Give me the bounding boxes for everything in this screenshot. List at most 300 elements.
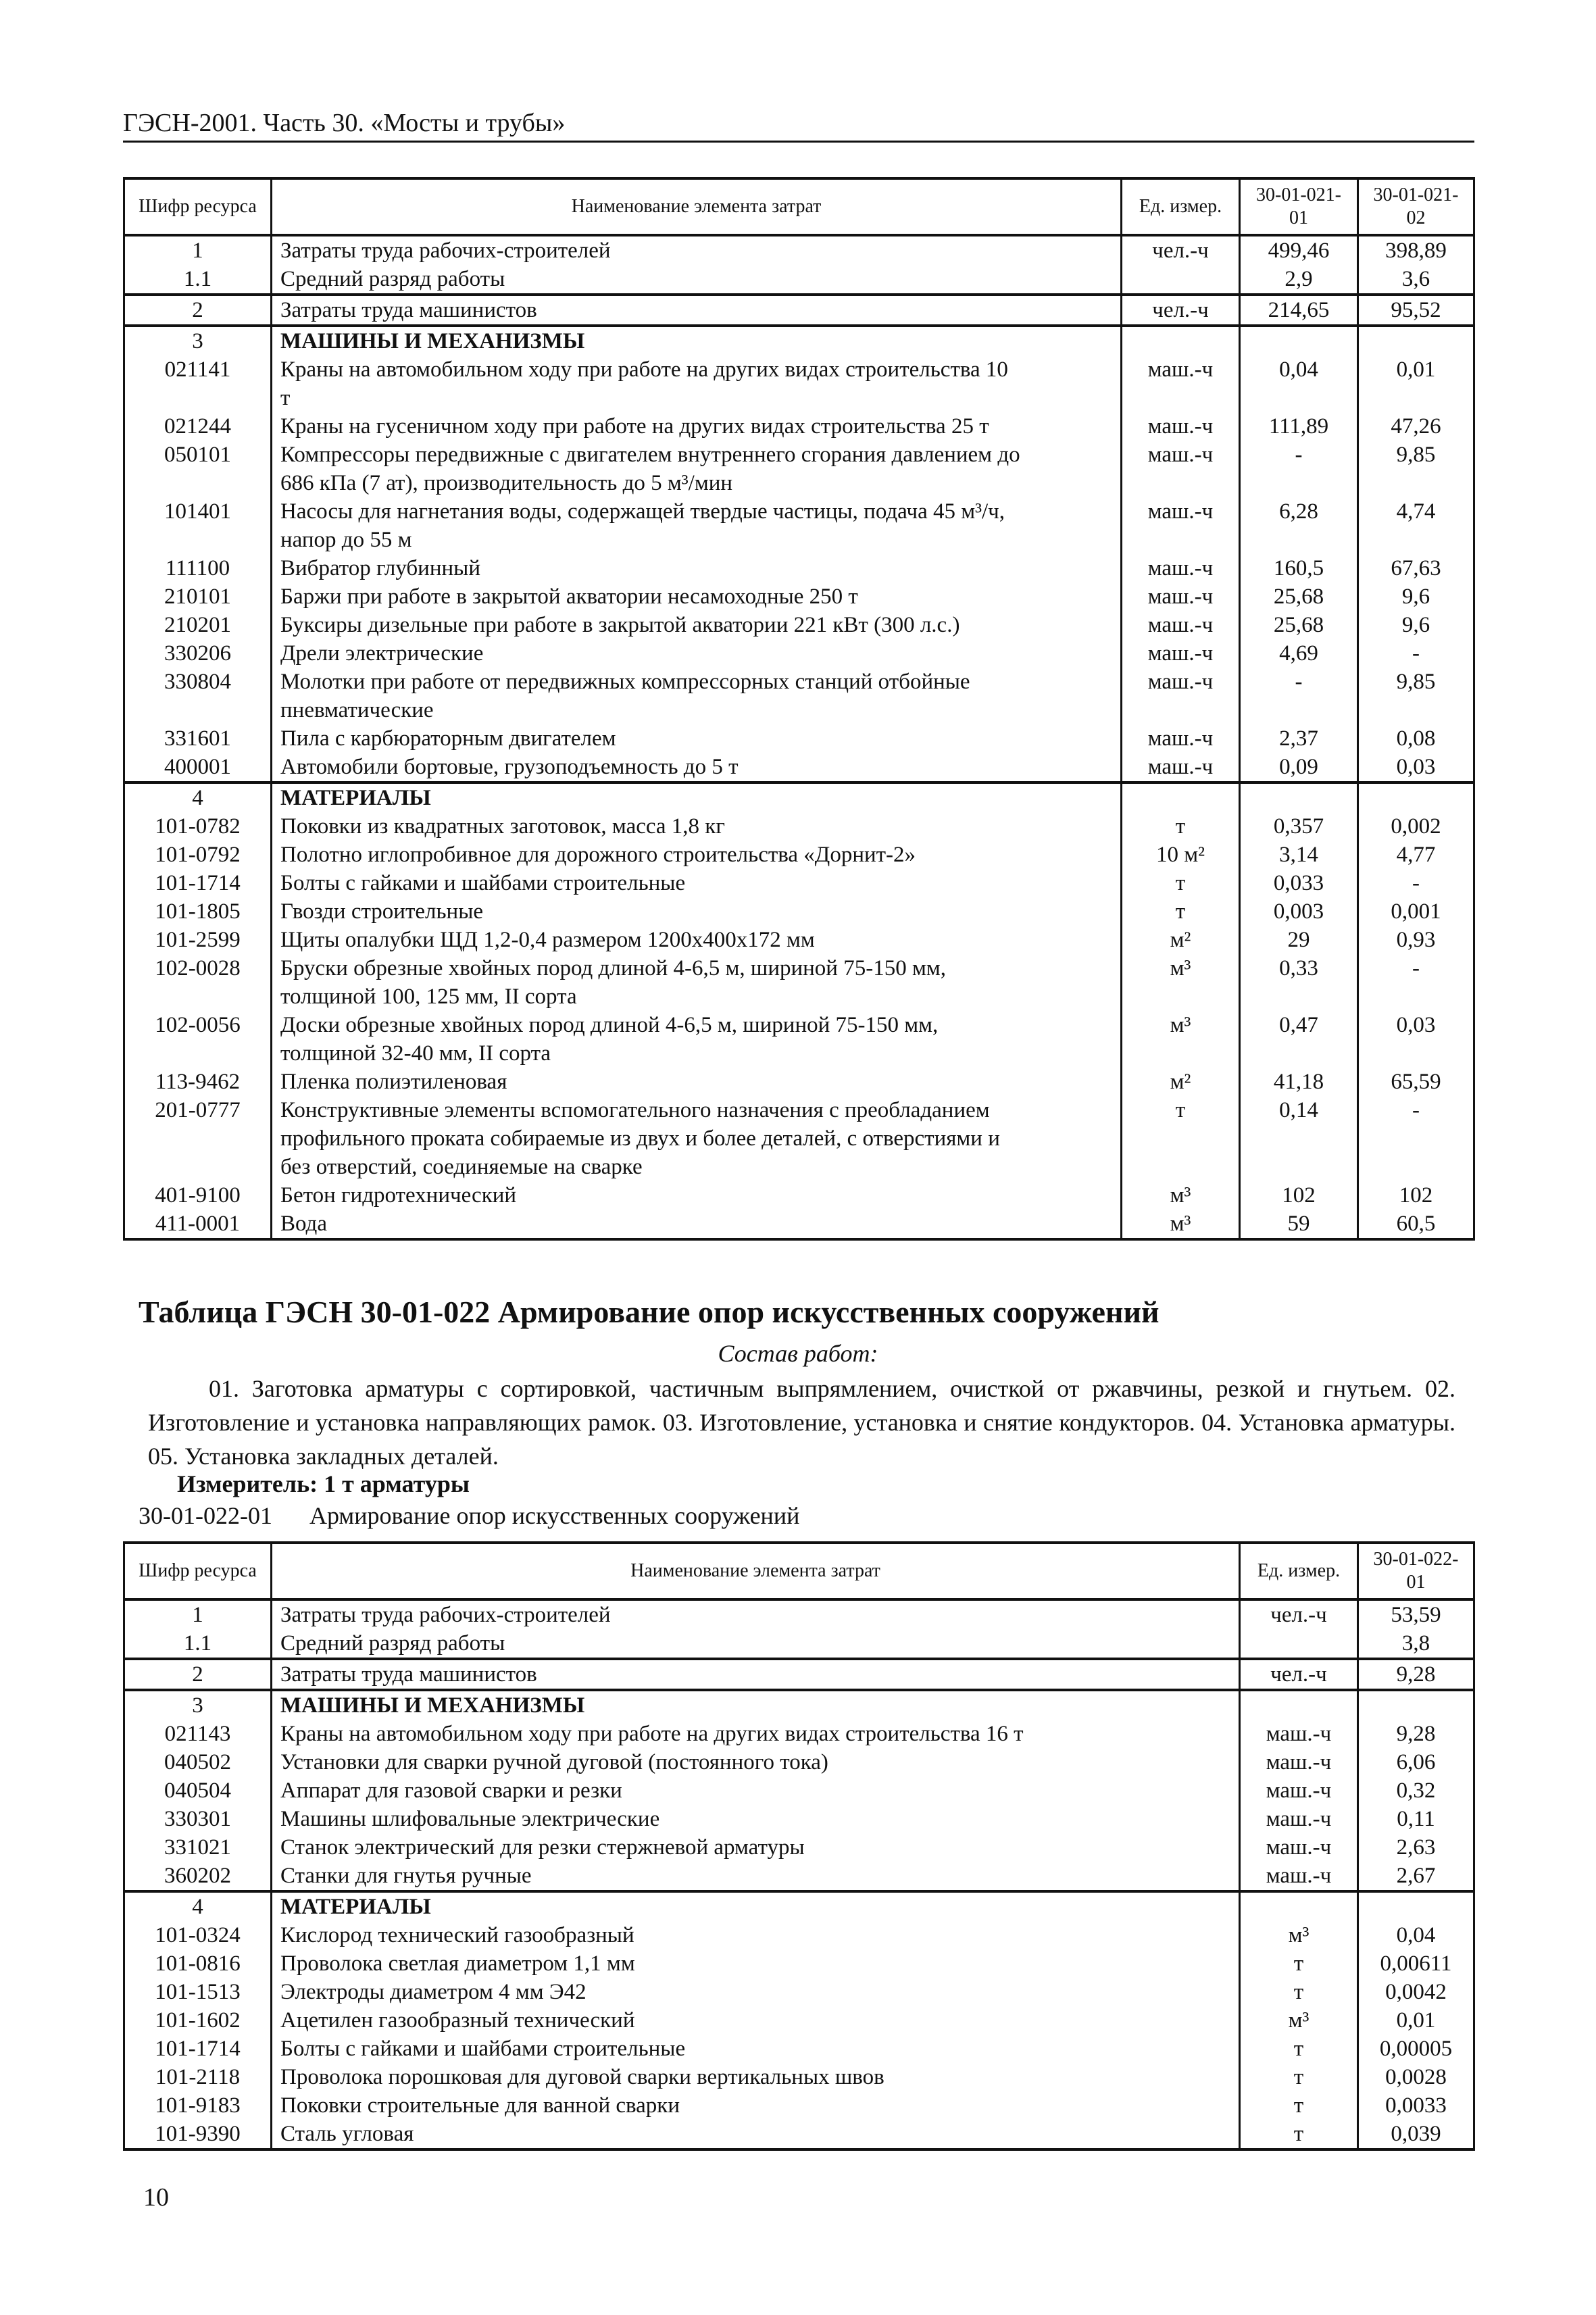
- resource-code: 113-9462: [124, 1068, 272, 1096]
- norm-value: 9,6: [1358, 611, 1474, 639]
- unit: маш.-ч: [1240, 1862, 1358, 1891]
- table-row: [124, 639, 1474, 668]
- norm-value: 9,28: [1358, 1720, 1474, 1748]
- resource-code: 400001: [124, 753, 272, 782]
- norm-value: 102: [1240, 1181, 1358, 1210]
- resource-code: 040502: [124, 1748, 272, 1776]
- norm-name: Армирование опор искусственных сооружений: [309, 1502, 800, 1529]
- col-header-name: Наименование элемента затрат: [272, 178, 1122, 235]
- unit: т: [1122, 897, 1240, 926]
- norm-code-line: [139, 1501, 799, 1530]
- resource-code: 040504: [124, 1776, 272, 1805]
- table-row: [124, 1748, 1474, 1776]
- resource-name: [272, 235, 1122, 265]
- table-row: [124, 2063, 1474, 2091]
- norm-value: 0,08: [1358, 724, 1474, 753]
- unit: маш.-ч: [1122, 554, 1240, 582]
- table-row: [124, 1862, 1474, 1891]
- resource-table-30-01-022: [123, 1541, 1475, 2151]
- unit: [1240, 1690, 1358, 1720]
- resource-name: [272, 1949, 1240, 1978]
- col-header-unit: Ед. измер.: [1122, 178, 1240, 235]
- resource-name: [272, 1068, 1122, 1096]
- resource-name: [272, 611, 1122, 639]
- table-row: [124, 1833, 1474, 1862]
- resource-name-line: Установки для сварки ручной дуговой (постоянного тока): [280, 1750, 828, 1774]
- norm-value: 0,001: [1358, 897, 1474, 926]
- norm-value: 0,04: [1358, 1921, 1474, 1949]
- resource-name-line: Краны на гусеничном ходу при работе на других видах строительства 25 т: [280, 414, 989, 439]
- resource-name: [272, 724, 1122, 753]
- resource-name: [272, 2120, 1240, 2149]
- resource-name-line: Поковки из квадратных заготовок, масса 1,8 кг: [280, 814, 725, 839]
- table-row: [124, 1949, 1474, 1978]
- norm-value: 2,37: [1240, 724, 1358, 753]
- resource-name-line: Гвозди строительные: [280, 899, 484, 924]
- norm-value: 67,63: [1358, 554, 1474, 582]
- unit: маш.-ч: [1122, 753, 1240, 782]
- resource-name-line: Щиты опалубки ЩД 1,2-0,4 размером 1200х400х172 мм: [280, 928, 815, 952]
- table-row: [124, 1659, 1474, 1690]
- unit: маш.-ч: [1122, 582, 1240, 611]
- resource-code: 101-9390: [124, 2120, 272, 2149]
- col-header-name: Наименование элемента затрат: [272, 1543, 1240, 1599]
- resource-name-line: Проволока порошковая для дуговой сварки вертикальных швов: [280, 2065, 884, 2089]
- norm-value: -: [1358, 869, 1474, 897]
- resource-name: [272, 1181, 1122, 1210]
- norm-value: 2,67: [1358, 1862, 1474, 1891]
- resource-name: [272, 1891, 1240, 1921]
- norm-value: -: [1240, 668, 1358, 724]
- resource-name-line: Пила с карбюраторным двигателем: [280, 726, 616, 751]
- norm-value: 3,14: [1240, 841, 1358, 869]
- resource-name-line: Компрессоры передвижные с двигателем внутреннего сгорания давлением до: [280, 443, 1020, 467]
- resource-code: 021143: [124, 1720, 272, 1748]
- norm-value: 47,26: [1358, 412, 1474, 441]
- resource-code: 101-1513: [124, 1978, 272, 2006]
- unit: т: [1240, 2063, 1358, 2091]
- resource-code: 101-1714: [124, 2035, 272, 2063]
- col-header-norm-01: 30-01-022-01: [1358, 1543, 1474, 1599]
- unit: м³: [1122, 1210, 1240, 1239]
- norm-value: [1358, 782, 1474, 812]
- norm-value: 0,00005: [1358, 2035, 1474, 2063]
- table-row: [124, 1776, 1474, 1805]
- norm-value: 41,18: [1240, 1068, 1358, 1096]
- table-row: [124, 869, 1474, 897]
- table-row: [124, 2035, 1474, 2063]
- unit: маш.-ч: [1122, 724, 1240, 753]
- table-row: [124, 1210, 1474, 1239]
- norm-value: 499,46: [1240, 235, 1358, 265]
- table-row: [124, 926, 1474, 954]
- norm-value: 53,59: [1358, 1599, 1474, 1629]
- table-row: [124, 724, 1474, 753]
- col-header-code: Шифр ресурса: [124, 1543, 272, 1599]
- norm-value: 0,0042: [1358, 1978, 1474, 2006]
- resource-name-line: Бетон гидротехнический: [280, 1183, 517, 1208]
- resource-table-30-01-021: [123, 177, 1475, 1241]
- norm-value: 0,32: [1358, 1776, 1474, 1805]
- unit: т: [1240, 2091, 1358, 2120]
- norm-value: 9,28: [1358, 1659, 1474, 1690]
- unit: чел.-ч: [1240, 1659, 1358, 1690]
- resource-name: [272, 497, 1122, 554]
- resource-name-line: Дрели электрические: [280, 641, 484, 666]
- col-header-unit: Ед. измер.: [1240, 1543, 1358, 1599]
- table-row: [124, 668, 1474, 724]
- resource-name: [272, 1720, 1240, 1748]
- resource-name: [272, 897, 1122, 926]
- resource-code: 330206: [124, 639, 272, 668]
- running-head: ГЭСН-2001. Часть 30. «Мосты и трубы»: [123, 109, 566, 137]
- resource-name-line: Затраты труда рабочих-строителей: [280, 1603, 611, 1627]
- resource-code: 101-0324: [124, 1921, 272, 1949]
- norm-value: 214,65: [1240, 295, 1358, 326]
- resource-code: 101-2118: [124, 2063, 272, 2091]
- resource-code: 111100: [124, 554, 272, 582]
- norm-value: 29: [1240, 926, 1358, 954]
- unit: маш.-ч: [1240, 1805, 1358, 1833]
- resource-name-line: Баржи при работе в закрытой акватории несамоходные 250 т: [280, 584, 858, 609]
- norm-value: 0,039: [1358, 2120, 1474, 2149]
- table-row: [124, 1599, 1474, 1629]
- unit: [1240, 1629, 1358, 1659]
- resource-name-line: МАТЕРИАЛЫ: [280, 786, 431, 810]
- norm-value: 25,68: [1240, 611, 1358, 639]
- resource-name: [272, 582, 1122, 611]
- resource-name: [272, 668, 1122, 724]
- resource-name: [272, 954, 1122, 1011]
- norm-value: 0,93: [1358, 926, 1474, 954]
- norm-value: 0,01: [1358, 2006, 1474, 2035]
- resource-name: [272, 2091, 1240, 2120]
- unit: маш.-ч: [1240, 1720, 1358, 1748]
- col-header-code: Шифр ресурса: [124, 178, 272, 235]
- resource-name-line: Электроды диаметром 4 мм Э42: [280, 1980, 587, 2004]
- resource-name: [272, 782, 1122, 812]
- resource-name: [272, 1011, 1122, 1068]
- resource-name: [272, 869, 1122, 897]
- resource-code: 331021: [124, 1833, 272, 1862]
- norm-value: 0,14: [1240, 1096, 1358, 1181]
- resource-name-line: Болты с гайками и шайбами строительные: [280, 2037, 686, 2061]
- table-header-row: [124, 1543, 1474, 1599]
- table-row: [124, 753, 1474, 782]
- table-row: [124, 1690, 1474, 1720]
- table-row: [124, 412, 1474, 441]
- resource-name-line: Краны на автомобильном ходу при работе на других видах строительства 16 т: [280, 1722, 1024, 1746]
- resource-name-line: Кислород технический газообразный: [280, 1923, 634, 1947]
- norm-value: 95,52: [1358, 295, 1474, 326]
- resource-code: 102-0028: [124, 954, 272, 1011]
- resource-name: [272, 2063, 1240, 2091]
- table-title: Таблица ГЭСН 30-01-022 Армирование опор искусственных сооружений: [139, 1295, 1159, 1329]
- norm-value: 25,68: [1240, 582, 1358, 611]
- unit: маш.-ч: [1122, 668, 1240, 724]
- norm-value: 102: [1358, 1181, 1474, 1210]
- norm-value: [1358, 1891, 1474, 1921]
- unit: чел.-ч: [1122, 295, 1240, 326]
- resource-name-line: Аппарат для газовой сварки и резки: [280, 1778, 622, 1803]
- unit: чел.-ч: [1122, 235, 1240, 265]
- norm-value: 9,85: [1358, 668, 1474, 724]
- resource-name-line: Станок электрический для резки стержневой арматуры: [280, 1835, 805, 1860]
- table-row: [124, 2120, 1474, 2149]
- norm-value: 111,89: [1240, 412, 1358, 441]
- unit: т: [1240, 1949, 1358, 1978]
- resource-code: 1.1: [124, 265, 272, 295]
- table-row: [124, 1068, 1474, 1096]
- resource-name: [272, 1599, 1240, 1629]
- resource-name-line: МАШИНЫ И МЕХАНИЗМЫ: [280, 329, 585, 353]
- table-row: [124, 326, 1474, 355]
- unit: м³: [1122, 1181, 1240, 1210]
- unit: [1122, 265, 1240, 295]
- unit: маш.-ч: [1122, 412, 1240, 441]
- resource-name: [272, 1862, 1240, 1891]
- resource-code: 3: [124, 326, 272, 355]
- resource-name: [272, 841, 1122, 869]
- norm-value: 3,8: [1358, 1629, 1474, 1659]
- resource-name: [272, 295, 1122, 326]
- norm-value: 65,59: [1358, 1068, 1474, 1096]
- resource-name: [272, 441, 1122, 497]
- resource-name-line: Поковки строительные для ванной сварки: [280, 2093, 680, 2118]
- norm-value: 160,5: [1240, 554, 1358, 582]
- resource-code: 101-0792: [124, 841, 272, 869]
- work-composition-heading: Состав работ:: [718, 1340, 878, 1367]
- resource-name-line: Средний разряд работы: [280, 267, 505, 291]
- table-row: [124, 2091, 1474, 2120]
- resource-name-line: Болты с гайками и шайбами строительные: [280, 871, 686, 895]
- unit: [1240, 1891, 1358, 1921]
- unit: маш.-ч: [1240, 1776, 1358, 1805]
- norm-value: 0,03: [1358, 753, 1474, 782]
- resource-name-line: Ацетилен газообразный технический: [280, 2008, 635, 2033]
- resource-name-line: МАШИНЫ И МЕХАНИЗМЫ: [280, 1693, 585, 1718]
- resource-name-line: Молотки при работе от передвижных компрессорных станций отбойные: [280, 670, 970, 694]
- norm-value: [1358, 1690, 1474, 1720]
- resource-code: 4: [124, 782, 272, 812]
- table-header-row: [124, 178, 1474, 235]
- resource-name-line: Машины шлифовальные электрические: [280, 1807, 660, 1831]
- norm-value: 3,6: [1358, 265, 1474, 295]
- norm-value: -: [1358, 1096, 1474, 1181]
- resource-name: [272, 412, 1122, 441]
- resource-code: 101-0816: [124, 1949, 272, 1978]
- unit: маш.-ч: [1240, 1748, 1358, 1776]
- resource-name-line: профильного проката собираемые из двух и более деталей, с отверстиями и: [280, 1126, 1000, 1151]
- table-row: [124, 1891, 1474, 1921]
- unit: маш.-ч: [1122, 611, 1240, 639]
- resource-code: 401-9100: [124, 1181, 272, 1210]
- norm-value: -: [1240, 441, 1358, 497]
- norm-value: 0,47: [1240, 1011, 1358, 1068]
- unit: т: [1122, 1096, 1240, 1181]
- resource-code: 101-9183: [124, 2091, 272, 2120]
- norm-value: 0,04: [1240, 355, 1358, 412]
- resource-name-line: Средний разряд работы: [280, 1631, 505, 1656]
- resource-code: 2: [124, 1659, 272, 1690]
- resource-code: 102-0056: [124, 1011, 272, 1068]
- resource-name-line: Вода: [280, 1212, 327, 1236]
- resource-code: 4: [124, 1891, 272, 1921]
- norm-value: 0,00611: [1358, 1949, 1474, 1978]
- resource-name: [272, 1690, 1240, 1720]
- resource-name: [272, 2006, 1240, 2035]
- resource-name-line: т: [280, 386, 291, 410]
- resource-name: [272, 1776, 1240, 1805]
- table-row: [124, 554, 1474, 582]
- resource-name-line: МАТЕРИАЛЫ: [280, 1895, 431, 1919]
- norm-value: 6,06: [1358, 1748, 1474, 1776]
- resource-name: [272, 1921, 1240, 1949]
- norm-value: 4,74: [1358, 497, 1474, 554]
- norm-value: 0,01: [1358, 355, 1474, 412]
- resource-code: 021244: [124, 412, 272, 441]
- norm-value: 0,0033: [1358, 2091, 1474, 2120]
- norm-value: 0,0028: [1358, 2063, 1474, 2091]
- table-row: [124, 1181, 1474, 1210]
- norm-value: 0,033: [1240, 869, 1358, 897]
- norm-value: 59: [1240, 1210, 1358, 1239]
- norm-value: 0,357: [1240, 812, 1358, 841]
- table-row: [124, 897, 1474, 926]
- unit: м²: [1122, 1068, 1240, 1096]
- resource-name: [272, 355, 1122, 412]
- resource-name-line: Насосы для нагнетания воды, содержащей твердые частицы, подача 45 м³/ч,: [280, 499, 1005, 524]
- resource-name: [272, 1805, 1240, 1833]
- norm-value: 4,69: [1240, 639, 1358, 668]
- measure-unit: Измеритель: 1 т арматуры: [177, 1470, 470, 1497]
- norm-value: 2,9: [1240, 265, 1358, 295]
- resource-name: [272, 812, 1122, 841]
- resource-code: 101-1805: [124, 897, 272, 926]
- table-row: [124, 2006, 1474, 2035]
- unit: м³: [1240, 1921, 1358, 1949]
- resource-name: [272, 1659, 1240, 1690]
- norm-value: 0,33: [1240, 954, 1358, 1011]
- norm-code: 30-01-022-01: [139, 1502, 272, 1529]
- resource-code: 101-1602: [124, 2006, 272, 2035]
- table-row: [124, 235, 1474, 265]
- resource-name: [272, 2035, 1240, 2063]
- table-row: [124, 441, 1474, 497]
- resource-code: 210101: [124, 582, 272, 611]
- work-composition-text: 01. Заготовка арматуры с сортировкой, частичным выпрямлением, очисткой от ржавчины, резкой и гнутьем. 02. Изготовление и установка направляющих рамок. 03. Изготовление, установка и снятие кондукторов. 04. Установка арматуры. 05. Установка закладных деталей.: [148, 1375, 1455, 1470]
- resource-name-line: Конструктивные элементы вспомогательного назначения с преобладанием: [280, 1098, 990, 1122]
- resource-code: 330301: [124, 1805, 272, 1833]
- resource-code: 101401: [124, 497, 272, 554]
- unit: маш.-ч: [1122, 441, 1240, 497]
- resource-code: 411-0001: [124, 1210, 272, 1239]
- norm-value: [1240, 782, 1358, 812]
- table-row: [124, 954, 1474, 1011]
- resource-name: [272, 753, 1122, 782]
- table-row: [124, 611, 1474, 639]
- norm-value: 4,77: [1358, 841, 1474, 869]
- resource-code: 201-0777: [124, 1096, 272, 1181]
- resource-code: 2: [124, 295, 272, 326]
- norm-value: -: [1358, 954, 1474, 1011]
- resource-name: [272, 265, 1122, 295]
- unit: м²: [1122, 926, 1240, 954]
- unit: маш.-ч: [1122, 497, 1240, 554]
- col-header-norm-02: 30-01-021-02: [1358, 178, 1474, 235]
- resource-name-line: напор до 55 м: [280, 528, 412, 552]
- table-row: [124, 1921, 1474, 1949]
- table-row: [124, 1805, 1474, 1833]
- resource-name: [272, 1978, 1240, 2006]
- table-row: [124, 841, 1474, 869]
- norm-value: 60,5: [1358, 1210, 1474, 1239]
- resource-name-line: Затраты труда машинистов: [280, 1662, 537, 1687]
- resource-name-line: пневматические: [280, 698, 434, 722]
- table-row: [124, 812, 1474, 841]
- norm-value: 6,28: [1240, 497, 1358, 554]
- table-row: [124, 1978, 1474, 2006]
- table-row: [124, 497, 1474, 554]
- resource-name-line: Полотно иглопробивное для дорожного строительства «Дорнит-2»: [280, 843, 916, 867]
- resource-name: [272, 326, 1122, 355]
- table-row: [124, 295, 1474, 326]
- table-row: [124, 1720, 1474, 1748]
- resource-name: [272, 639, 1122, 668]
- resource-code: 1.1: [124, 1629, 272, 1659]
- resource-name: [272, 1748, 1240, 1776]
- norm-value: 0,003: [1240, 897, 1358, 926]
- table-row: [124, 582, 1474, 611]
- norm-value: -: [1358, 639, 1474, 668]
- resource-name-line: Проволока светлая диаметром 1,1 мм: [280, 1951, 635, 1976]
- resource-name: [272, 926, 1122, 954]
- resource-code: 210201: [124, 611, 272, 639]
- resource-name-line: Затраты труда машинистов: [280, 298, 537, 322]
- resource-code: 3: [124, 1690, 272, 1720]
- unit: маш.-ч: [1122, 355, 1240, 412]
- resource-name-line: Доски обрезные хвойных пород длиной 4-6,5 м, шириной 75-150 мм,: [280, 1013, 939, 1037]
- unit: т: [1240, 2120, 1358, 2149]
- resource-name: [272, 1210, 1122, 1239]
- unit: т: [1240, 2035, 1358, 2063]
- header-rule: [123, 141, 1474, 143]
- resource-code: 101-1714: [124, 869, 272, 897]
- page-number: 10: [143, 2183, 169, 2212]
- table-row: [124, 355, 1474, 412]
- resource-name-line: Буксиры дизельные при работе в закрытой акватории 221 кВт (300 л.с.): [280, 613, 960, 637]
- resource-name-line: Станки для гнутья ручные: [280, 1864, 532, 1888]
- unit: м³: [1122, 1011, 1240, 1068]
- resource-name: [272, 1833, 1240, 1862]
- col-header-norm-01: 30-01-021-01: [1240, 178, 1358, 235]
- resource-code: 101-2599: [124, 926, 272, 954]
- unit: 10 м²: [1122, 841, 1240, 869]
- resource-code: 331601: [124, 724, 272, 753]
- norm-value: 0,09: [1240, 753, 1358, 782]
- unit: маш.-ч: [1122, 639, 1240, 668]
- norm-value: 9,85: [1358, 441, 1474, 497]
- resource-name-line: без отверстий, соединяемые на сварке: [280, 1155, 643, 1179]
- norm-value: [1358, 326, 1474, 355]
- resource-name-line: Вибратор глубинный: [280, 556, 480, 580]
- resource-name: [272, 554, 1122, 582]
- resource-name-line: толщиной 100, 125 мм, II сорта: [280, 985, 577, 1009]
- table-row: [124, 782, 1474, 812]
- resource-name: [272, 1629, 1240, 1659]
- unit: м³: [1122, 954, 1240, 1011]
- norm-value: 398,89: [1358, 235, 1474, 265]
